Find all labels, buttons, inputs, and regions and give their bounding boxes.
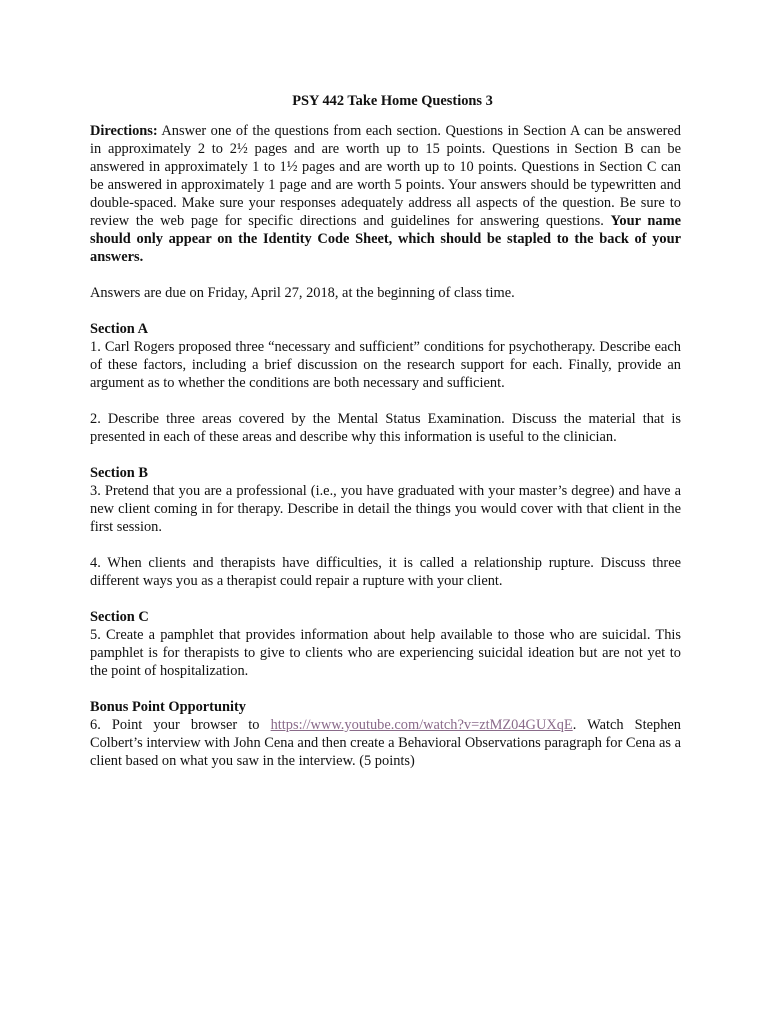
directions-text: Answer one of the questions from each section. Questions in Section A can be answered in approximately 2 to 2½ pages and are worth up to 15 points. Questions in Section B can be answered in approximately 1 to 1½ pages and are worth up to 10 points. Questions in Section C can be answered in approximately 1 page and are worth 5 points. Your answers should be typewritten and double-spaced. Make sure your responses adequately address all aspects of the question. Be sure to review the web page for specific directions and guidelines for answering questions. — [90, 123, 681, 229]
document-title: PSY 442 Take Home Questions 3 — [292, 93, 493, 109]
section-c — [90, 608, 681, 680]
question-2: 2. Describe three areas covered by the Mental Status Examination. Discuss the material that is presented in each of these areas and describe why this information is useful to the clinician. — [90, 411, 681, 445]
section-a — [90, 320, 681, 392]
question-6-suffix: . Watch Stephen Colbert’s interview with John Cena and then create a Behavioral Observations paragraph for Cena as a client based on what you saw in the interview. (5 points) — [90, 717, 682, 769]
identity-note: Your name should only appear on the Identity Code Sheet, which should be stapled to the back of your answers. — [90, 213, 681, 265]
question-6-prefix: 6. Point your browser to — [90, 717, 271, 733]
question-1: 1. Carl Rogers proposed three “necessary and sufficient” conditions for psychotherapy. Describe each of these factors, including a brief discussion on the research support for each. Finally, provide an argument as to whether the conditions are both necessary and sufficient. — [90, 339, 681, 391]
bonus-heading: Bonus Point Opportunity — [90, 699, 246, 715]
youtube-link[interactable]: https://www.youtube.com/watch?v=ztMZ04GUXqE — [270, 717, 573, 733]
section-b — [90, 464, 681, 536]
section-b-heading: Section B — [90, 465, 148, 481]
document-page — [90, 92, 681, 788]
question-4: 4. When clients and therapists have difficulties, it is called a relationship rupture. Discuss three different ways you as a therapist could repair a rupture with your client. — [90, 555, 681, 589]
directions-label: Directions: — [90, 123, 158, 139]
directions-paragraph — [90, 122, 681, 266]
bonus-section — [90, 698, 681, 770]
question-3: 3. Pretend that you are a professional (i.e., you have graduated with your master’s degree) and have a new client coming in for therapy. Describe in detail the things you would cover with that client in the first session. — [90, 483, 681, 535]
section-c-heading: Section C — [90, 609, 149, 625]
due-date-text: Answers are due on Friday, April 27, 2018, at the beginning of class time. — [90, 285, 515, 301]
question-5: 5. Create a pamphlet that provides information about help available to those who are suicidal. This pamphlet is for therapists to give to clients who are experiencing suicidal ideation but are not yet to the point of hospitalization. — [90, 627, 681, 679]
section-a-heading: Section A — [90, 321, 148, 337]
